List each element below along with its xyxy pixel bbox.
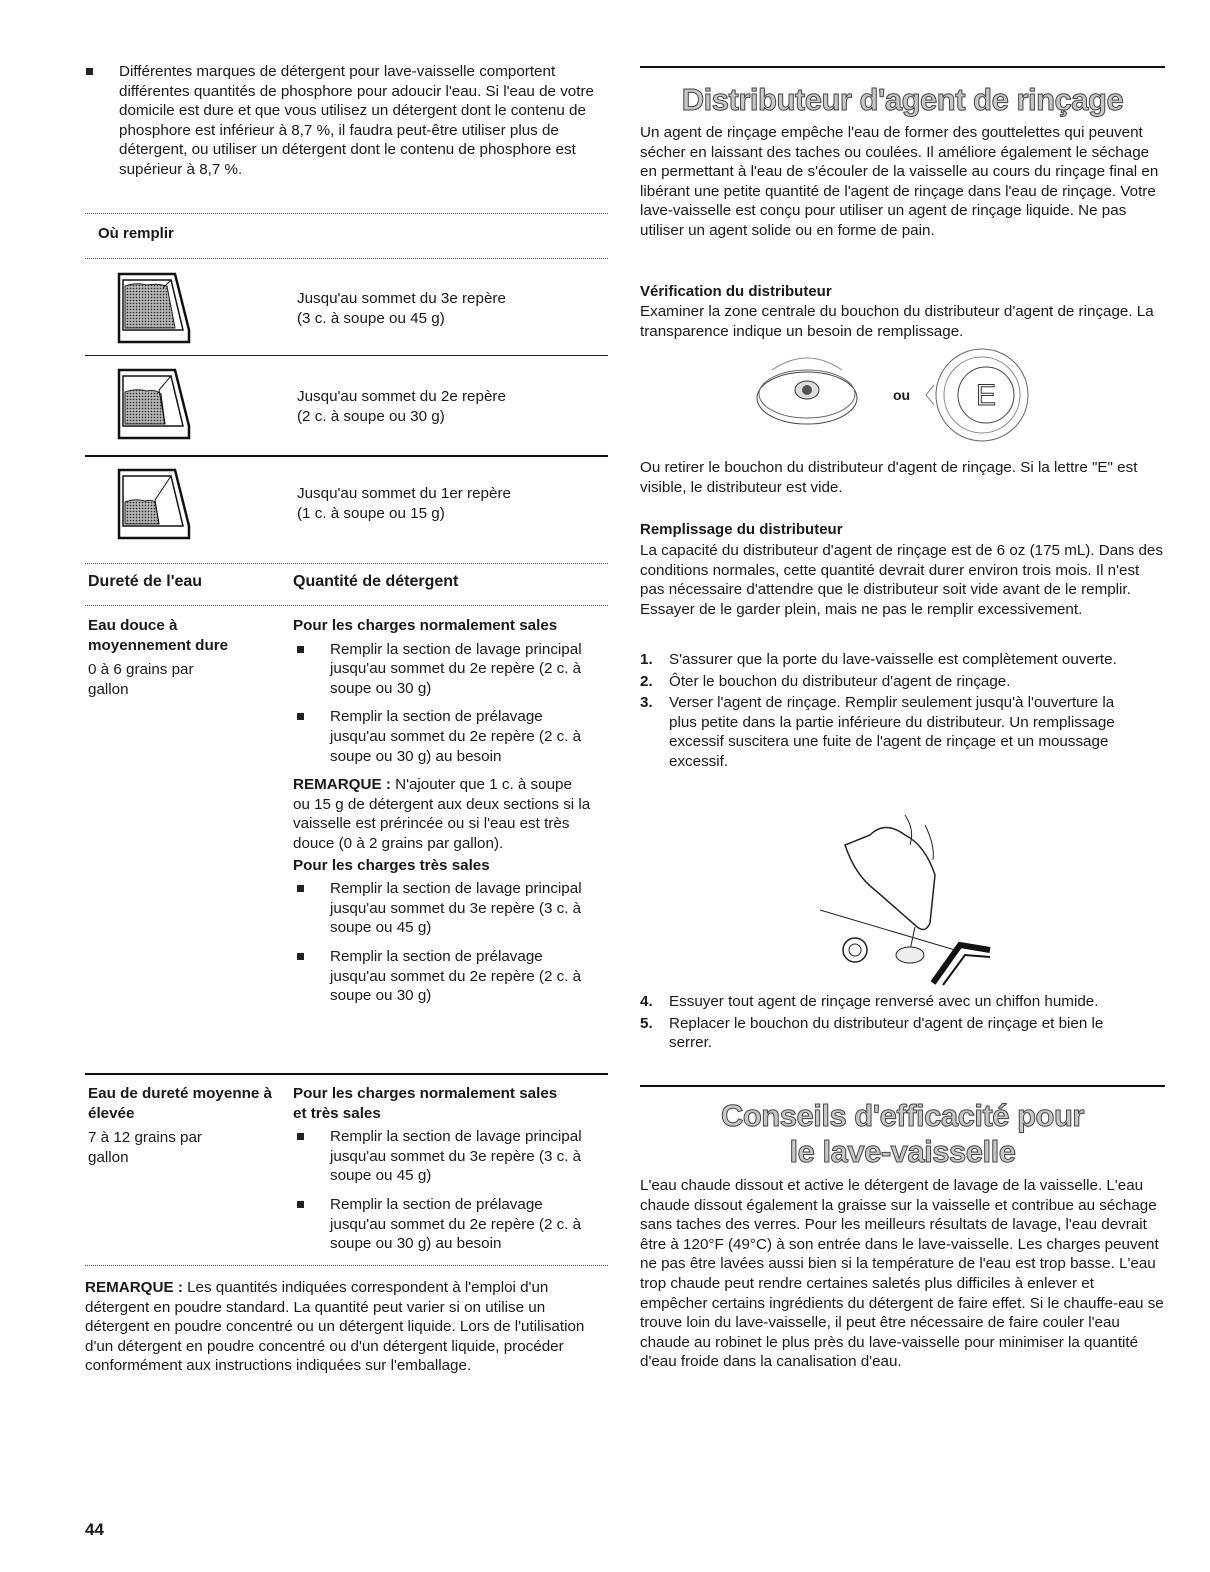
- title-line: Conseils d'efficacité pour: [720, 1098, 1084, 1133]
- rinse-aid-intro: Un agent de rinçage empêche l'eau de former des gouttelettes qui peuvent sécher en laissant des taches ou coulées. Il améliore également le séchage en permettant à l'eau de s'écouler de la vaisselle au cours du rinçage final en libérant une petite quantité de l'agent de rinçage dans l'eau de rinçage. Votre lave-vaisselle est conçu pour utiliser un agent de rinçage liquide. Ne pas utiliser un agent solide ou en forme de pain.: [640, 124, 1159, 239]
- step-1: [640, 650, 1145, 670]
- efficiency-tips-text: L'eau chaude dissout et active le détergent de lavage de la vaisselle. L'eau chaude dissout également la graisse sur la vaisselle et contribue au séchage sans taches des verres. Pour les meilleurs résultats de lavage, l'eau devrait être à 120°F (49°C) à son entrée dans le lave-vaisselle. Les charges peuvent ne pas être lavées aussi bien si la température de l'eau est trop basse. L'eau trop chaude peut rendre certaines saletés plus difficiles à enlever et empêcher certains ingrédients du détergent de faire effet. Si le chauffe-eau se trouve loin du lave-vaisselle, il peut être nécessaire de faire couler l'eau chaude au robinet le plus près du lave-vaisselle pour minimiser la quantité d'eau froide dans la canalisation d'eau.: [640, 1177, 1164, 1371]
- cap-letter: E: [975, 379, 997, 412]
- divider: [640, 1085, 1165, 1087]
- header-detergent-quantity: Quantité de détergent: [293, 573, 459, 590]
- detergent-cup-low-icon: [117, 468, 192, 540]
- list-item-text: Remplir la section de lavage principal jusqu'au sommet du 3e repère (3 c. à soupe ou 45 g): [330, 880, 582, 937]
- grains-value: 7 à 12 grains par gallon: [88, 1129, 202, 1166]
- divider: [85, 563, 608, 564]
- quantity-note: [85, 1278, 605, 1376]
- fill-steps-1-3: [640, 650, 1145, 774]
- detergent-cup-half-icon: [117, 368, 192, 440]
- note-text: Les quantités indiquées correspondent à l'emploi d'un détergent en poudre standard. La quantité peut varier si on utilise un détergent en poudre concentré ou un détergent liquide. Lors de l'utilisation d'un détergent en poudre concentré ou d'un détergent liquide, procéder conformément aux instructions indiquées sur l'emballage.: [85, 1279, 585, 1375]
- list-item-text: Remplir la section de lavage principal jusqu'au sommet du 3e repère (3 c. à soupe ou 45 g): [330, 1128, 582, 1185]
- list-item-text: Remplir la section de lavage principal jusqu'au sommet du 2e repère (2 c. à soupe ou 30 g): [330, 640, 582, 697]
- fill-steps-4-5: [640, 992, 1145, 1055]
- step-number: 2.: [640, 672, 653, 690]
- normal-load-heading: Pour les charges normalement sales: [293, 617, 558, 634]
- list-item-text: Remplir la section de prélavage jusqu'au sommet du 2e repère (2 c. à soupe ou 30 g): [330, 947, 582, 1005]
- list-item-text: Remplir la section de prélavage jusqu'au sommet du 2e repère (2 c. à soupe ou 30 g) au besoin: [330, 1195, 582, 1253]
- divider: [85, 258, 608, 259]
- step-5: [640, 1014, 1145, 1053]
- detergent-cup-full-icon: [117, 272, 192, 344]
- divider: [640, 66, 1165, 68]
- hardness-label: Eau douce à moyennement dure: [88, 617, 229, 654]
- header-water-hardness: Dureté de l'eau: [88, 573, 203, 590]
- step-4: [640, 992, 1145, 1012]
- step-text: Ôter le bouchon du distributeur d'agent de rinçage.: [669, 672, 1011, 690]
- hard-water-instructions: [293, 1084, 593, 1254]
- fill-level-text: Jusqu'au sommet du 3e repère: [297, 290, 506, 307]
- fill-row-3: [297, 484, 511, 523]
- check-text: Examiner la zone centrale du bouchon du distributeur d'agent de rinçage. La transparence indique un besoin de remplissage.: [640, 303, 1154, 340]
- divider: [85, 355, 608, 356]
- step-text: Replacer le bouchon du distributeur d'agent de rinçage et bien le serrer.: [669, 1014, 1104, 1052]
- fill-amount-text: (2 c. à soupe ou 30 g): [297, 407, 445, 425]
- divider: [85, 213, 608, 214]
- step-text: Essuyer tout agent de rinçage renversé avec un chiffon humide.: [669, 993, 1099, 1010]
- phosphate-text: Différentes marques de détergent pour lave-vaisselle comportent différentes quantités de phosphore pour adoucir l'eau. Si l'eau de votre domicile est dure et que vous utilisez un détergent dont le contenu de phosphore est inférieur à 8,7 %, il faudra peut-être utiliser plus de détergent, ou utiliser un détergent dont le contenu de phosphore est supérieur à 8,7 %.: [119, 63, 594, 178]
- load-heading: Pour les charges normalement sales et très sales: [293, 1085, 558, 1122]
- step-number: 5.: [640, 1014, 653, 1032]
- fill-row-2: [297, 387, 506, 426]
- title-line: le lave-vaisselle: [789, 1134, 1016, 1169]
- fill-row-1: [297, 289, 506, 328]
- grains-value: 0 à 6 grains par gallon: [88, 661, 194, 698]
- list-item: [293, 879, 585, 938]
- step-number: 3.: [640, 694, 653, 712]
- note-label: REMARQUE :: [85, 1279, 183, 1296]
- note-label: REMARQUE :: [293, 776, 391, 794]
- note-text: N'ajouter que 1 c. à soupe ou 15 g de détergent aux deux sections si la vaisselle est prérincée ou si l'eau est très douce (0 à 2 grains par gallon).: [293, 776, 591, 852]
- rinse-aid-title: Distributeur d'agent de rinçage: [681, 82, 1124, 117]
- soft-water-instructions: [293, 616, 593, 1006]
- divider: [85, 1265, 608, 1266]
- fill-dispenser-text: La capacité du distributeur d'agent de rinçage est de 6 oz (175 mL). Dans des conditions normales, cette quantité devrait durer environ trois mois. Il n'est pas nécessaire d'attendre que le distributeur soit vide avant de le remplir. Essayer de le garder plein, mais ne pas le remplir excessivement.: [640, 542, 1163, 618]
- list-item: [293, 640, 585, 699]
- list-item: [293, 947, 585, 1006]
- or-label: ou: [893, 387, 911, 403]
- step-text: S'assurer que la porte du lave-vaisselle est complètement ouverte.: [669, 651, 1117, 668]
- page-number: 44: [85, 1520, 104, 1539]
- remove-cap-text: Ou retirer le bouchon du distributeur d'agent de rinçage. Si la lettre "E" est visible, le distributeur est vide.: [640, 459, 1138, 496]
- hard-water-cell: [88, 1084, 278, 1167]
- step-2: [640, 672, 1145, 692]
- fill-amount-text: (3 c. à soupe ou 45 g): [297, 309, 445, 327]
- list-item: [293, 1127, 585, 1186]
- heavy-load-heading: Pour les charges très sales: [293, 856, 490, 874]
- list-item-text: Remplir la section de prélavage jusqu'au sommet du 2e repère (2 c. à soupe ou 30 g) au besoin: [330, 708, 582, 765]
- efficiency-tips-title: [640, 1098, 1165, 1170]
- hardness-label: Eau de dureté moyenne à élevée: [88, 1085, 272, 1122]
- pouring-rinse-aid-illustration: [815, 815, 995, 990]
- dispenser-cap-empty-icon: [920, 345, 1040, 445]
- divider: [85, 455, 608, 457]
- step-number: 4.: [640, 993, 653, 1010]
- fill-dispenser-heading: Remplissage du distributeur: [640, 521, 843, 538]
- phosphate-bullet: [82, 62, 619, 180]
- fill-amount-text: (1 c. à soupe ou 15 g): [297, 504, 445, 522]
- divider: [85, 605, 608, 606]
- fill-heading: Où remplir: [98, 225, 174, 242]
- list-item: [293, 1195, 585, 1254]
- step-number: 1.: [640, 651, 653, 668]
- fill-level-text: Jusqu'au sommet du 1er repère: [297, 485, 511, 502]
- step-3: [640, 693, 1145, 771]
- divider: [85, 1073, 608, 1075]
- step-text: Verser l'agent de rinçage. Remplir seulement jusqu'à l'ouverture la plus petite dans la partie inférieure du distributeur. Un remplissage excessif suscitera une fuite de l'agent de rinçage et un moussage excessif.: [669, 694, 1115, 770]
- dispenser-cap-indicator-icon: [752, 350, 862, 440]
- soft-water-cell: [88, 616, 278, 699]
- fill-level-text: Jusqu'au sommet du 2e repère: [297, 388, 506, 405]
- check-heading: Vérification du distributeur: [640, 283, 832, 300]
- list-item: [293, 707, 585, 766]
